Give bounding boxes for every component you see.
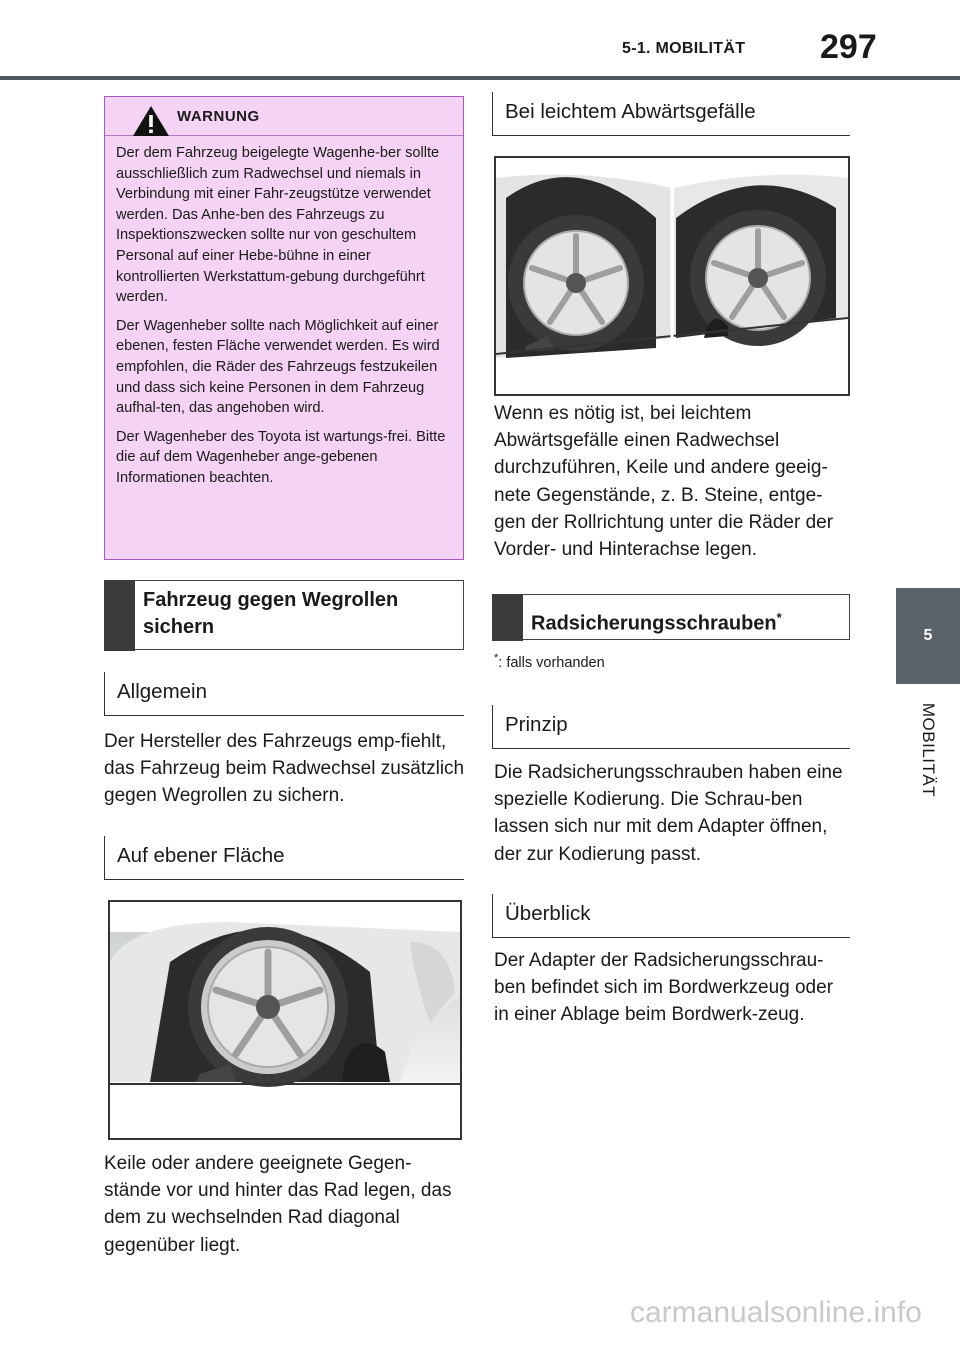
figure-flat-ground-wheel <box>108 900 462 1140</box>
subheading-allgemein: Allgemein <box>104 672 464 716</box>
watermark: carmanualsonline.info <box>630 1296 922 1329</box>
section-heading-text: Radsicherungsschrauben* <box>531 610 782 635</box>
paragraph-prinzip: Die Radsicherungsschrauben haben eine spezielle Kodierung. Die Schrau-ben lassen sich nur mit dem Adapter öffnen, der zur Kodierung passt. <box>494 762 843 865</box>
header-rule <box>0 76 960 80</box>
warning-header <box>105 97 463 136</box>
paragraph-abwaertsgefaelle: Wenn es nötig ist, bei leichtem Abwärtsgefälle einen Radwechsel durchzuführen, Keile und andere geeig-nete Gegenstände, z. B. Steine, entge-gen der Rollrichtung unter die Räder der Vorder- und Hinterachse legen. <box>494 403 834 561</box>
footnote-mark: * <box>776 610 782 625</box>
chapter-tab[interactable] <box>896 588 960 684</box>
warning-paragraph: Der dem Fahrzeug beigelegte Wagenhe-ber sollte ausschließlich zum Radwechsel und niemals in Verbindung mit einer Fahr-zeugstütze verwendet werden. Das Anhe-ben des Fahrzeugs zu Inspektionszwecken sollte nur von geschultem Personal auf einer Hebe-bühne in einer kontrollierten Werkstattum-gebung durchgeführt werden. <box>116 145 440 306</box>
paragraph-ebene-flaeche: Keile oder andere geeignete Gegen-stände vor und hinter das Rad legen, das dem zu wechselnden Rad diagonal gegenüber liegt. <box>104 1153 452 1256</box>
running-header-section: 5-1. MOBILITÄT <box>622 40 746 57</box>
subheading-abwaertsgefaelle: Bei leichtem Abwärtsgefälle <box>492 92 850 136</box>
warning-triangle-icon <box>131 104 171 138</box>
warning-body <box>116 143 456 497</box>
subheading-prinzip: Prinzip <box>492 705 850 749</box>
paragraph-ueberblick: Der Adapter der Radsicherungsschrau-ben befindet sich im Bordwerkzeug oder in einer Ablage beim Bordwerk-zeug. <box>494 950 834 1026</box>
chapter-number: 5 <box>923 627 933 644</box>
warning-paragraph: Der Wagenheber sollte nach Möglichkeit auf einer ebenen, festen Fläche verwendet werden. Es wird empfohlen, die Räder des Fahrzeugs festzukeilen und dass sich keine Personen in dem Fahrzeug aufhal-ten, das angehoben wird. <box>116 317 440 417</box>
warning-paragraph: Der Wagenheber des Toyota ist wartungs-frei. Bitte die auf dem Wagenheber ange-gebenen Informationen beachten. <box>116 428 446 486</box>
subheading-ueberblick: Überblick <box>492 894 850 938</box>
figure-downhill-wheels <box>494 156 850 396</box>
warning-box <box>104 96 464 560</box>
section-heading-radsicherung <box>492 594 850 640</box>
footnote-optional: *: falls vorhanden <box>494 652 605 671</box>
chapter-label: MOBILITÄT <box>919 702 938 798</box>
section-heading-wegrollen <box>104 580 464 650</box>
section-heading-text: Fahrzeug gegen Wegrollen sichern <box>143 589 399 638</box>
page-number: 297 <box>820 28 877 66</box>
paragraph-allgemein: Der Hersteller des Fahrzeugs emp-fiehlt, das Fahrzeug beim Radwechsel zusätzlich gegen Wegrollen zu sichern. <box>104 731 465 807</box>
warning-title: WARNUNG <box>177 108 260 125</box>
subheading-ebene-flaeche: Auf ebener Fläche <box>104 836 464 880</box>
